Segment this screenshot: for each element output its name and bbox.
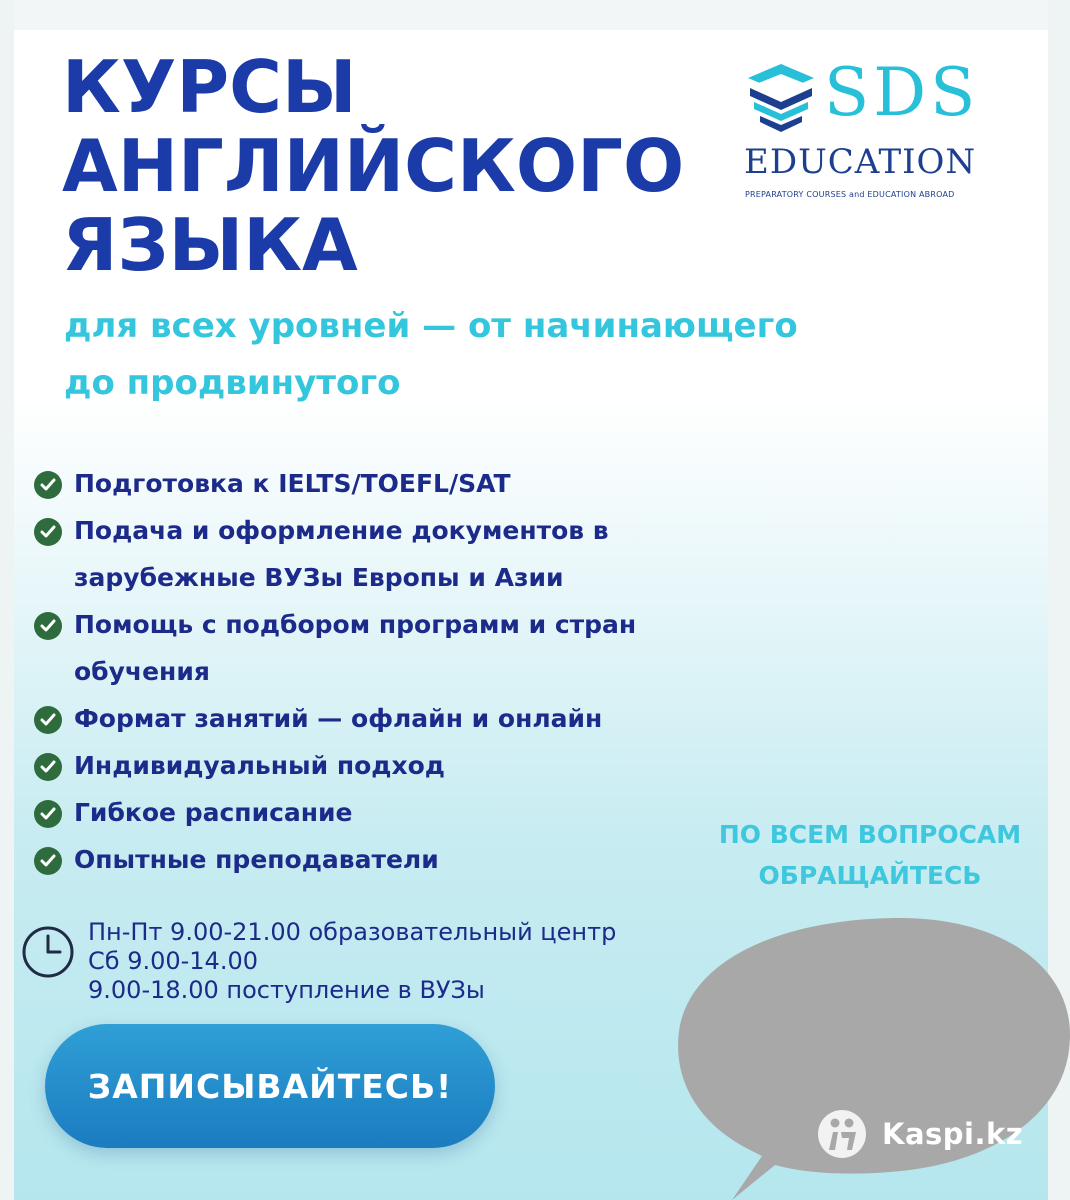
feature-text: Помощь с подбором программ и стран обучения <box>74 610 637 686</box>
feature-list <box>34 460 694 883</box>
feature-item <box>34 507 694 601</box>
contact-line: ОБРАЩАЙТЕСЬ <box>758 861 982 890</box>
title-line: ЯЗЫКА <box>62 203 358 287</box>
feature-item <box>34 836 694 883</box>
kaspi-logo-icon <box>816 1108 868 1160</box>
check-circle-icon <box>34 706 62 734</box>
check-circle-icon <box>34 753 62 781</box>
title-line: КУРСЫ <box>62 45 357 129</box>
title-line: АНГЛИЙСКОГО <box>62 124 685 208</box>
sds-education-logo <box>742 54 1012 210</box>
subtitle-line: для всех уровней — от начинающего <box>64 306 798 346</box>
kaspi-text: Kaspi.kz <box>882 1117 1024 1151</box>
logo-tagline: PREPARATORY COURSES and EDUCATION ABROAD <box>745 190 955 199</box>
feature-text: Опытные преподаватели <box>74 845 439 874</box>
subtitle <box>64 298 904 412</box>
feature-item <box>34 742 694 789</box>
sds-logo-mark <box>744 62 818 134</box>
schedule-lines <box>88 918 616 1005</box>
logo-subtitle: EDUCATION <box>744 142 977 182</box>
frame-left <box>0 0 14 1200</box>
check-circle-icon <box>34 800 62 828</box>
kaspi-watermark <box>816 1108 1023 1160</box>
schedule-line: 9.00-18.00 поступление в ВУЗы <box>88 976 485 1004</box>
feature-text: Гибкое расписание <box>74 798 353 827</box>
check-circle-icon <box>34 612 62 640</box>
clock-icon <box>20 924 76 980</box>
feature-item <box>34 695 694 742</box>
check-circle-icon <box>34 518 62 546</box>
feature-text: Подготовка к IELTS/TOEFL/SAT <box>74 469 511 498</box>
feature-item <box>34 789 694 836</box>
logo-name: SDS <box>824 54 980 131</box>
feature-text: Подача и оформление документов в зарубежные ВУЗы Европы и Азии <box>74 516 609 592</box>
feature-item <box>34 601 694 695</box>
check-circle-icon <box>34 847 62 875</box>
feature-text: Формат занятий — офлайн и онлайн <box>74 704 603 733</box>
feature-text: Индивидуальный подход <box>74 751 445 780</box>
schedule-line: Пн-Пт 9.00-21.00 образовательный центр <box>88 918 617 946</box>
contact-note <box>710 814 1030 896</box>
frame-top <box>0 0 1070 30</box>
main-title <box>62 45 702 287</box>
schedule-line: Сб 9.00-14.00 <box>88 947 258 975</box>
check-circle-icon <box>34 471 62 499</box>
contact-line: ПО ВСЕМ ВОПРОСАМ <box>718 820 1022 849</box>
subtitle-line: до продвинутого <box>64 363 401 403</box>
signup-button[interactable]: ЗАПИСЫВАЙТЕСЬ! <box>45 1024 495 1148</box>
feature-item <box>34 460 694 507</box>
